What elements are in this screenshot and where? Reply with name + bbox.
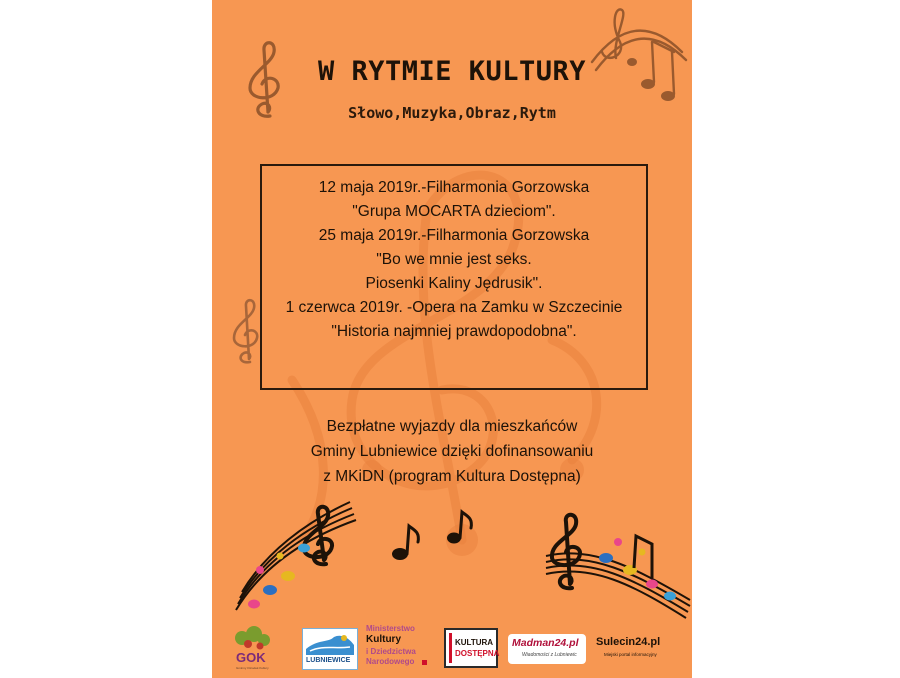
eighth-note-icon xyxy=(444,508,478,548)
event-line: Piosenki Kaliny Jędrusik". xyxy=(365,275,543,292)
poster xyxy=(212,0,692,678)
ministerstwo-label-4: Narodowego xyxy=(366,657,415,666)
kultura-dostepna-label-1: KULTURA xyxy=(455,638,494,647)
event-line: 1 czerwca 2019r. -Opera na Zamku w Szczecinie xyxy=(285,299,623,316)
sponsor-logos xyxy=(212,620,692,678)
gok-label: GOK xyxy=(236,650,266,665)
sulecin24-sub-label: Miejski portal informacyjny xyxy=(604,652,657,657)
info-line: z MKiDN (program Kultura Dostępna) xyxy=(323,468,581,485)
music-staff-right-icon xyxy=(542,508,692,620)
sulecin24-label: Sulecin24.pl xyxy=(596,636,661,648)
poster-subtitle: Słowo,Muzyka,Obraz,Rytm xyxy=(348,104,556,122)
lubniewice-label: LUBNIEWICE xyxy=(306,657,351,664)
madman24-sub-label: Wiadomości z Lubniewic xyxy=(522,652,577,658)
info-line: Gminy Lubniewice dzięki dofinansowaniu xyxy=(310,443,594,460)
events-box xyxy=(260,164,648,390)
kultura-dostepna-logo xyxy=(444,628,498,668)
event-line: "Historia najmniej prawdopodobna". xyxy=(331,323,577,340)
event-line: 25 maja 2019r.-Filharmonia Gorzowska xyxy=(318,227,590,244)
ministerstwo-label-2: Kultury xyxy=(366,634,401,645)
ministerstwo-dot-icon xyxy=(422,660,427,665)
kultura-dostepna-bar-icon xyxy=(449,633,452,663)
ministerstwo-logo xyxy=(366,624,432,676)
gok-sub-label: Gminny Ośrodek Kultury xyxy=(236,666,269,670)
event-line: 12 maja 2019r.-Filharmonia Gorzowska xyxy=(318,179,590,196)
ministerstwo-label-1: Ministerstwo xyxy=(366,624,415,633)
event-line: "Bo we mnie jest seks. xyxy=(376,251,532,268)
sulecin24-logo xyxy=(596,636,680,666)
lubniewice-logo xyxy=(302,628,358,670)
music-staff-left-icon xyxy=(230,500,360,620)
lubniewice-lake-icon xyxy=(304,631,356,657)
gok-logo xyxy=(230,626,276,672)
eighth-note-icon xyxy=(390,520,424,564)
info-line: Bezpłatne wyjazdy dla mieszkańców xyxy=(326,418,578,435)
madman24-logo xyxy=(508,634,586,664)
kultura-dostepna-label-2: DOSTĘPNA xyxy=(455,649,500,658)
event-line: "Grupa MOCARTA dzieciom". xyxy=(352,203,556,220)
madman24-label: Madman24.pl xyxy=(512,637,579,649)
ministerstwo-label-3: i Dziedzictwa xyxy=(366,647,416,656)
poster-title: W RYTMIE KULTURY xyxy=(317,56,587,87)
